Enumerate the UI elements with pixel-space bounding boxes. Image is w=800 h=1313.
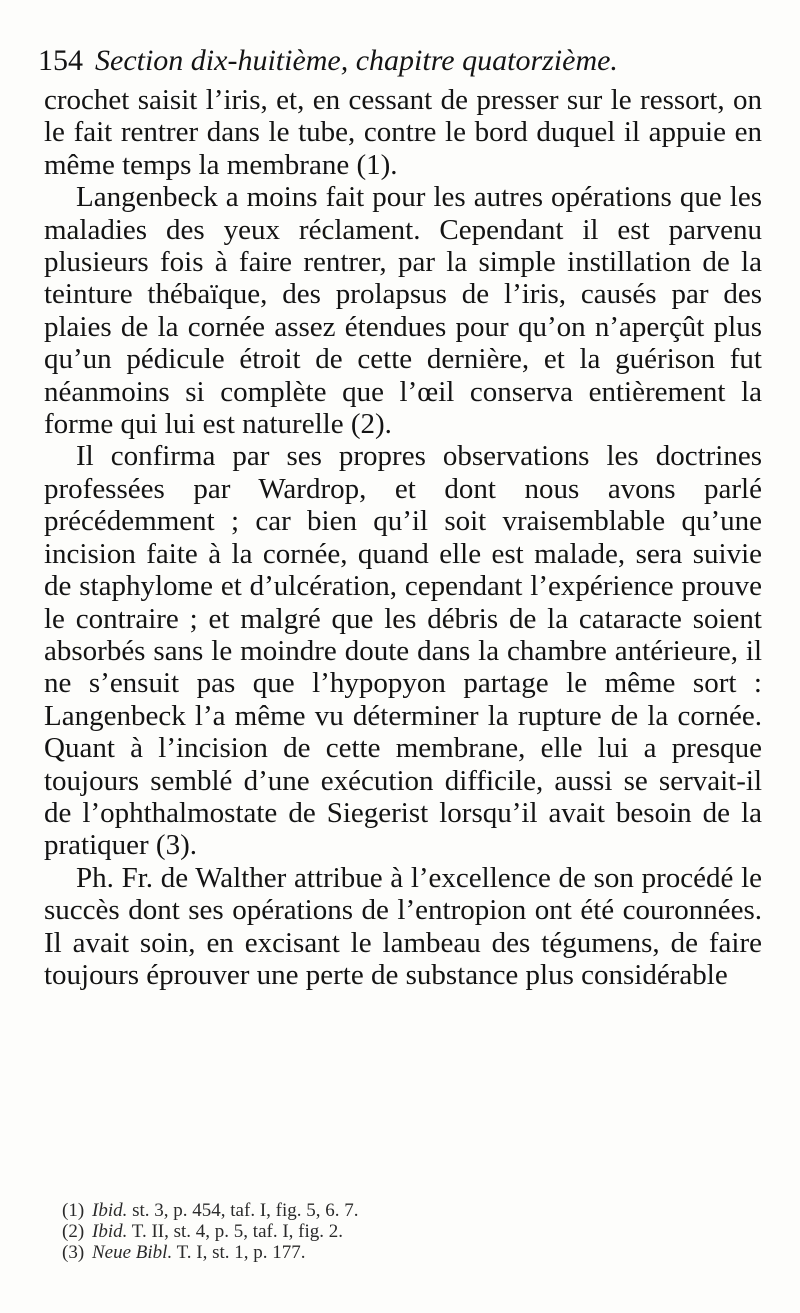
footnote <box>62 1242 662 1263</box>
paragraph-wardrop: Il confirma par ses propres observations les doctrines professées par Wardrop, et dont nous avons parlé précédemment ; car bien qu’il soit vraisemblable qu’une incision faite à la cornée, quand elle est malade, sera suivie de staphylome et d’ulcération, cependant l’expérience prouve le contraire ; et malgré que les débris de la cataracte soient absorbés sans le moindre doute dans la chambre antérieure, il ne s’ensuit pas que l’hypopyon partage le même sort : Langenbeck l’a même vu déterminer la rupture de la cornée. Quant à l’incision de cette membrane, elle lui a presque toujours semblé d’une exécution difficile, aussi se servait-il de l’ophthalmostate de Siegerist lorsqu’il avait besoin de la pratiquer (3). <box>44 440 762 862</box>
footnote-source: Ibid. <box>92 1200 128 1221</box>
footnote-mark: (2) <box>62 1221 85 1242</box>
footnote <box>62 1200 662 1221</box>
running-title: Section dix-huitième, chapitre quatorzième. <box>95 44 618 77</box>
footnote-reference: T. II, st. 4, p. 5, taf. I, fig. 2. <box>127 1221 344 1242</box>
footnote-source: Neue Bibl. <box>92 1242 173 1263</box>
footnote-mark: (1) <box>62 1200 85 1221</box>
footnote-source: Ibid. <box>92 1221 128 1242</box>
footnote <box>62 1221 662 1242</box>
paragraph-continuation: crochet saisit l’iris, et, en cessant de presser sur le ressort, on le fait rentrer dans le tube, contre le bord duquel il appuie en même temps la membrane (1). <box>44 84 762 181</box>
paragraph-walther: Ph. Fr. de Walther attribue à l’excellence de son procédé le succès dont ses opérations de l’entropion ont été couronnées. Il avait soin, en excisant le lambeau des tégumens, de faire toujours éprouver une perte de substance plus considérable <box>44 861 762 991</box>
running-header <box>38 40 758 82</box>
paragraph-langenbeck: Langenbeck a moins fait pour les autres opérations que les maladies des yeux réclament. Cependant il est parvenu plusieurs fois à faire rentrer, par la simple instillation de la teinture thébaïque, des prolapsus de l’iris, causés par des plaies de la cornée assez étendues pour qu’on n’aperçût plus qu’un pédicule étroit de cette dernière, et la guérison fut néanmoins si complète que l’œil conserva entièrement la forme qui lui est naturelle (2). <box>44 181 762 441</box>
footnote-reference: T. I, st. 1, p. 177. <box>172 1242 306 1263</box>
footnote-reference: st. 3, p. 454, taf. I, fig. 5, 6. 7. <box>127 1200 359 1221</box>
body-text <box>44 84 762 991</box>
page-number: 154 <box>38 44 83 77</box>
footnote-mark: (3) <box>62 1242 85 1263</box>
footnotes <box>62 1200 662 1263</box>
